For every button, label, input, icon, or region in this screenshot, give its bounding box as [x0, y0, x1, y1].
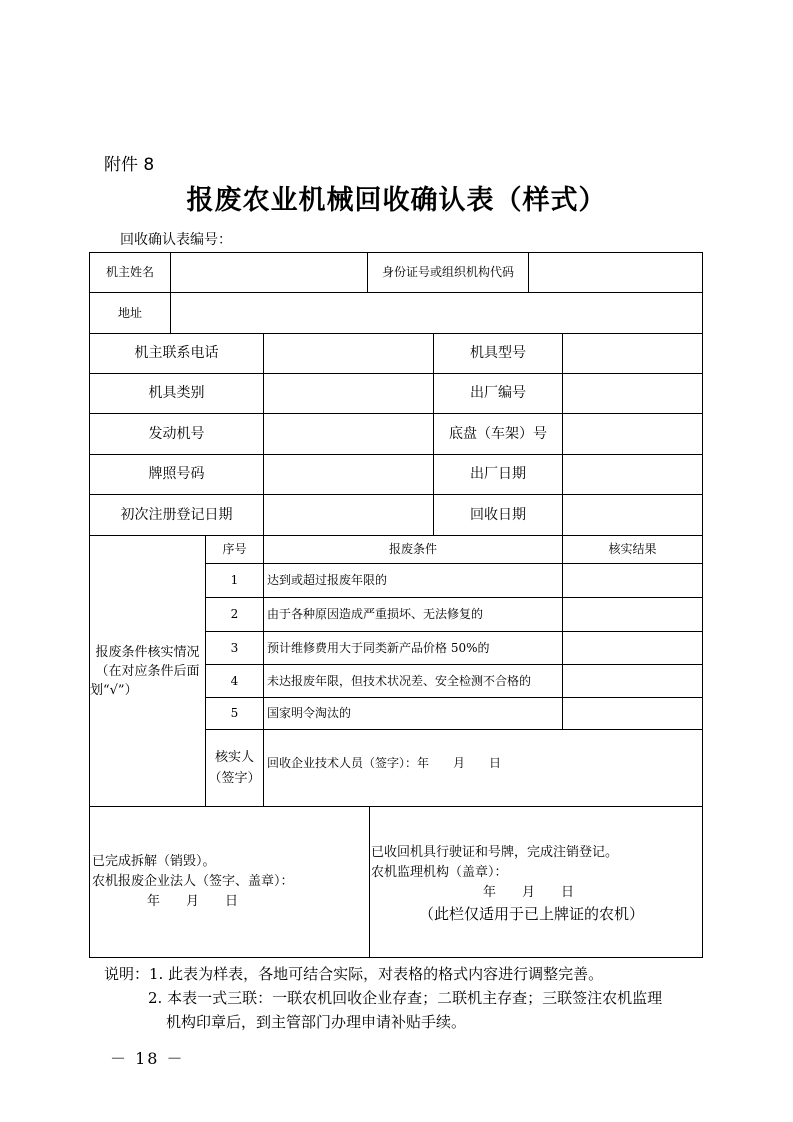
address-label: 地址 — [117, 305, 142, 320]
chassis-number-label: 底盘（车架）号 — [449, 425, 547, 442]
supervision-signature-block[interactable] — [371, 843, 701, 925]
serial-number-label: 回收确认表编号： — [120, 232, 232, 248]
condition-result-cell[interactable] — [563, 632, 702, 664]
verifier-signature-line[interactable]: 回收企业技术人员（签字）：年 月 日 — [267, 755, 502, 770]
section-label-line3: 划“√”） — [90, 682, 138, 698]
condition-seq: 2 — [230, 607, 239, 622]
owner-name-field[interactable] — [171, 253, 367, 292]
notes-prefix: 说明： — [104, 965, 150, 983]
id-number-label: 身份证号或组织机构代码 — [381, 265, 514, 280]
verifier-label-line2: （签字） — [208, 771, 261, 786]
supervision-agency-text: 农机监理机构（盖章）： — [371, 865, 508, 880]
condition-result-cell[interactable] — [563, 598, 702, 631]
factory-date-label: 出厂日期 — [470, 466, 526, 483]
dismantling-date-text: 年 月 日 — [147, 894, 239, 909]
verifier-label-line1: 核实人 — [214, 750, 254, 765]
condition-text: 达到或超过报废年限的 — [267, 573, 388, 588]
seq-header: 序号 — [222, 542, 247, 557]
plate-number-field[interactable] — [264, 455, 433, 494]
condition-result-cell[interactable] — [563, 665, 702, 697]
dismantling-signature-block[interactable] — [92, 852, 367, 912]
condition-text: 国家明令淘汰的 — [267, 706, 352, 721]
condition-seq: 5 — [230, 706, 239, 721]
page-number: － 18 － — [110, 1049, 185, 1068]
engine-number-field[interactable] — [264, 414, 433, 454]
condition-seq: 3 — [230, 640, 239, 655]
condition-text: 由于各种原因造成严重损坏、无法修复的 — [267, 607, 484, 622]
machine-model-label: 机具型号 — [470, 345, 526, 362]
dismantling-complete-text: 已完成拆解（销毁）。 — [92, 854, 216, 869]
factory-date-field[interactable] — [563, 455, 702, 494]
license-recovered-text: 已收回机具行驶证和号牌，完成注销登记。 — [371, 845, 619, 860]
verifier-label — [206, 730, 263, 806]
engine-number-label: 发动机号 — [148, 425, 205, 442]
enterprise-legal-person-text: 农机报废企业法人（签字、盖章）： — [92, 874, 294, 889]
condition-result-cell[interactable] — [563, 698, 702, 729]
chassis-number-field[interactable] — [563, 414, 702, 454]
owner-phone-field[interactable] — [264, 334, 433, 373]
form-title: 报废农业机械回收确认表（样式） — [186, 185, 607, 216]
condition-seq: 4 — [230, 673, 239, 688]
attachment-label: 附件 8 — [104, 155, 155, 175]
condition-text: 未达报废年限，但技术状况差、安全检测不合格的 — [267, 673, 532, 688]
supervision-date-text: 年 月 日 — [483, 885, 575, 900]
condition-result-cell[interactable] — [563, 564, 702, 597]
licensed-machinery-note: （此栏仅适用于已上牌证的农机） — [419, 905, 645, 923]
note-item-2: 2. 本表一式三联：一联农机回收企业存查；二联机主存查；三联签注农机监理 — [148, 989, 663, 1007]
machine-category-label: 机具类别 — [148, 385, 205, 402]
first-registration-date-field[interactable] — [264, 495, 433, 535]
note-item-2-continued: 机构印章后，到主管部门办理申请补贴手续。 — [166, 1013, 467, 1031]
result-header: 核实结果 — [608, 542, 657, 557]
note-item-1: 1. 此表为样表，各地可结合实际，对表格的格式内容进行调整完善。 — [149, 965, 604, 983]
machine-category-field[interactable] — [264, 374, 433, 413]
section-label-line1: 报废条件核实情况 — [95, 644, 200, 660]
notes-block — [104, 962, 704, 1034]
factory-number-field[interactable] — [563, 374, 702, 413]
first-registration-date-label: 初次注册登记日期 — [120, 506, 233, 523]
owner-name-label: 机主姓名 — [105, 265, 154, 280]
id-number-field[interactable] — [529, 253, 702, 292]
condition-text: 预计维修费用大于同类新产品价格 50%的 — [267, 640, 490, 655]
recovery-date-label: 回收日期 — [470, 506, 526, 523]
recovery-date-field[interactable] — [563, 495, 702, 535]
scrap-condition-section-label — [90, 536, 205, 806]
section-label-line2: （在对应条件后面 — [95, 663, 200, 679]
condition-header: 报废条件 — [388, 542, 437, 557]
condition-seq: 1 — [230, 573, 239, 588]
address-field[interactable] — [171, 293, 702, 333]
owner-phone-label: 机主联系电话 — [134, 345, 219, 362]
plate-number-label: 牌照号码 — [148, 466, 205, 483]
machine-model-field[interactable] — [563, 334, 702, 373]
factory-number-label: 出厂编号 — [470, 385, 526, 402]
